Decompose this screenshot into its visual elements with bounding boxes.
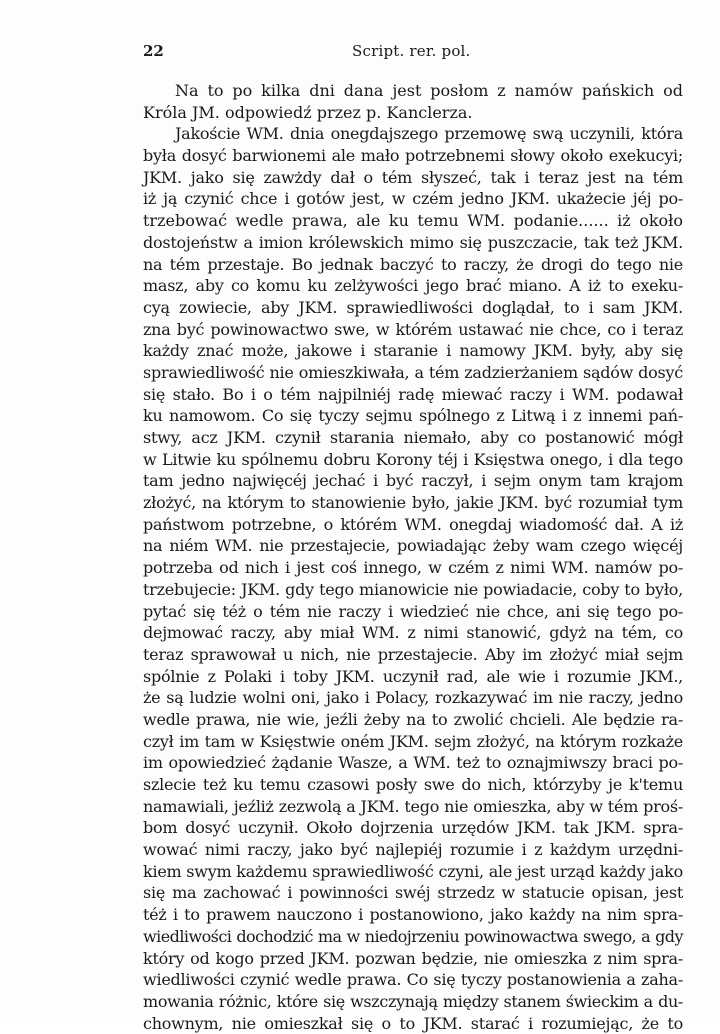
text-line: szlecie też ku temu czasowi posły swe do nich, którzyby je k'temu (143, 775, 683, 794)
text-line: czył im tam w Księstwie oném JKM. sejm złożyć, na którym rozkaże (143, 731, 683, 751)
running-title: Script. rer. pol. (352, 42, 471, 60)
text-line: namawiali, jeźliż zezwolą a JKM. tego nie omieszka, aby w tém proś- (143, 796, 683, 816)
text-line: dejmować raczy, aby miał WM. z nimi stanowić, gdyż na tém, co (143, 623, 683, 643)
text-line: wedle prawa, nie wie, jeźli żeby na to zwolić chcieli. Ale będzie ra- (143, 709, 683, 729)
text-line: teraz sprawował u nich, nie przestajecie. Aby im złożyć miał sejm (143, 644, 683, 664)
text-line: spólnie z Polaki i toby JKM. uczynił rad, ale wie i rozumie JKM., (143, 666, 683, 686)
text-line: Na to po kilka dni dana jest posłom z namów pańskich od (175, 81, 683, 100)
text-line: na tém przestaje. Bo jednak baczyć to raczy, że drogi do tego nie (143, 254, 683, 274)
paragraph-response (143, 123, 683, 1034)
text-line: że są ludzie wolni oni, jako i Polacy, rozkazywać im nie raczy, jedno (143, 688, 683, 708)
text-line: wiedliwości czynić wedle prawa. Co się tyczy postanowienia a zaha- (143, 970, 683, 990)
text-line: pytać się téż o tém nie raczy i wiedzieć nie chce, ani się tego po- (143, 601, 683, 621)
text-line: ku namowom. Co się tyczy sejmu spólnego z Litwą i z innemi pań- (143, 406, 683, 426)
text-line: się ma zachować i powinności swéj strzedz w statucie opisan, jest (143, 883, 683, 903)
text-line: państwom potrzebne, o którém WM. onegdaj wiadomość dał. A iż (143, 514, 683, 534)
paragraph-intro (143, 80, 683, 123)
text-line: téż i to prawem nauczono i postanowiono, jako każdy na nim spra- (143, 905, 683, 925)
text-line: Jakoście WM. dnia onegdajszego przemowę swą uczynili, która (175, 124, 683, 144)
text-line: wować nimi raczy, jako być najlepiéj rozumie i z każdym urzędni- (143, 840, 683, 860)
text-line: zna być powinowactwo swe, w którém ustawać nie chce, co i teraz (143, 319, 683, 339)
text-line: JKM. jako się zawżdy dał o tém słyszeć, tak i teraz jest na tém (143, 167, 683, 187)
page-number: 22 (143, 42, 164, 60)
text-line: stwy, acz JKM. czynił starania niemało, aby co postanowić mógł (143, 428, 683, 447)
text-line: bom dosyć uczynił. Około dojrzenia urzędów JKM. tak JKM. spra- (143, 818, 683, 838)
page-header (0, 40, 720, 64)
text-line: była dosyć barwionemi ale mało potrzebnemi słowy około exekucyi; (143, 146, 683, 166)
text-line: chownym, nie omieszkał się o to JKM. starać i rozumiejąc, że to (143, 1013, 683, 1033)
text-line: w Litwie ku spólnemu dobru Korony téj i Księstwa onego, i dla tego (143, 449, 683, 469)
text-line: trzebujecie: JKM. gdy tego mianowicie nie powiadacie, coby to było, (143, 579, 683, 599)
text-line: cyą zowiecie, aby JKM. sprawiedliwości doglądał, to i sam JKM. (143, 297, 683, 317)
text-line: iż ją czynić chce i gotów jest, w czém jedno JKM. ukażecie jéj po- (143, 189, 683, 209)
text-line: wiedliwości dochodzić ma w niedojrzeniu powinowactwa swego, a gdy (143, 926, 683, 946)
text-line: im opowiedzieć żądanie Wasze, a WM. też to oznajmiwszy braci po- (143, 753, 683, 773)
text-line: na niém WM. nie przestajecie, powiadając żeby wam czego więcéj (143, 536, 683, 556)
text-line: Króla JM. odpowiedź przez p. Kanclerza. (143, 102, 473, 122)
text-line: masz, aby co komu ku zelżywości jego brać miano. A iż to exeku- (143, 276, 683, 296)
text-line: się stało. Bo i o tém najpilniéj radę miewać raczy i WM. podawał (143, 384, 683, 404)
text-line: każdy znać może, jakowe i staranie i namowy JKM. były, aby się (143, 341, 683, 361)
text-line: sprawiedliwość nie omieszkiwała, a tém zadzierżaniem sądów dosyć (143, 362, 683, 382)
text-line: kiem swym każdemu sprawiedliwość czyni, ale jest urząd każdy jako (143, 861, 683, 881)
text-line: potrzeba od nich i jest coś innego, w czém z nimi WM. namów po- (143, 558, 683, 578)
text-line: mowania różnic, które się wszczynają między stanem świeckim a du- (143, 991, 683, 1011)
text-line: który od kogo przed JKM. pozwan będzie, nie omieszka z nim spra- (143, 948, 683, 968)
text-line: dostojeństw a imion królewskich mimo się puszczacie, tak też JKM. (143, 232, 683, 252)
body-text (143, 80, 683, 1034)
text-line: tam jedno najwięcéj jechać i być raczył, i sejm onym tam krajom (143, 471, 683, 491)
text-line: trzebować wedle prawa, ale ku temu WM. podanie...... iż około (143, 211, 683, 231)
text-line: złożyć, na którym to stanowienie było, jakie JKM. być rozumiał tym (143, 493, 683, 513)
